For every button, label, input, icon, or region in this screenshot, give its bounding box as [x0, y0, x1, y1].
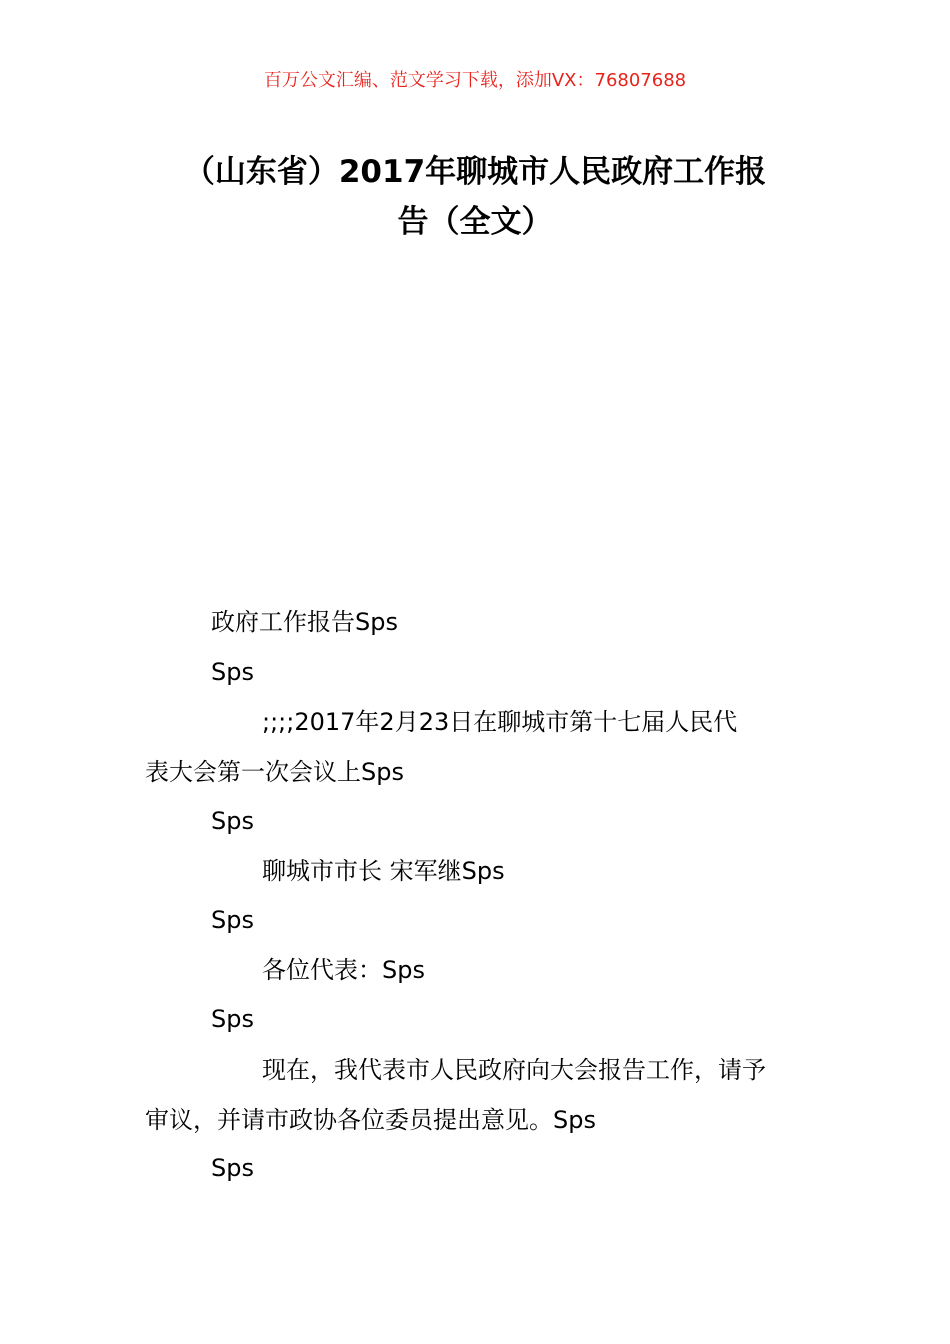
- document-title-line-1: （山东省）2017年聊城市人民政府工作报: [183, 154, 767, 190]
- document-title-line-2: 告（全文）: [397, 204, 553, 240]
- body-line-date: ;;;;2017年2月23日在聊城市第十七届人民代: [262, 708, 738, 736]
- body-line-marker: Sps: [211, 807, 254, 835]
- body-line-marker: Sps: [211, 906, 254, 934]
- body-line-marker: Sps: [211, 1154, 254, 1182]
- body-line-salutation: 各位代表：Sps: [262, 956, 425, 984]
- body-line-opening-cont: 审议，并请市政协各位委员提出意见。Sps: [145, 1106, 596, 1134]
- body-line-speaker: 聊城市市长 宋军继Sps: [262, 857, 505, 885]
- body-line-marker: Sps: [211, 658, 254, 686]
- body-line-report-heading: 政府工作报告Sps: [211, 608, 398, 636]
- body-line-date-cont: 表大会第一次会议上Sps: [145, 758, 404, 786]
- body-line-marker: Sps: [211, 1005, 254, 1033]
- body-line-opening: 现在，我代表市人民政府向大会报告工作，请予: [262, 1056, 766, 1084]
- header-note: 百万公文汇编、范文学习下载，添加VX：76807688: [263, 70, 687, 91]
